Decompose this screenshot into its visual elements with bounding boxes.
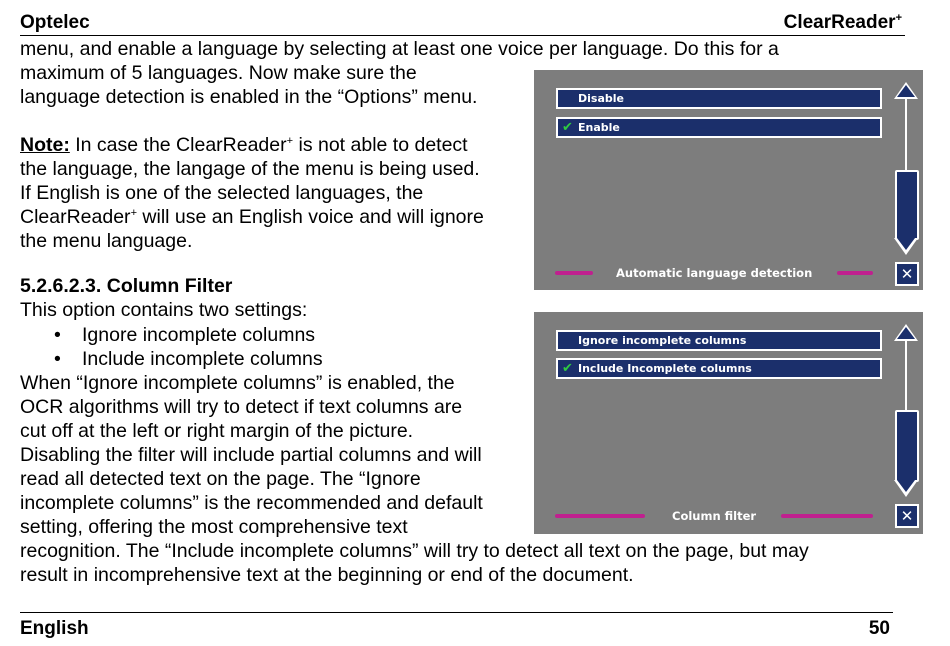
para-line-3: cut off at the left or right margin of the picture. (20, 420, 414, 442)
option-enable[interactable] (556, 117, 882, 138)
option-disable-label: Disable (578, 92, 624, 105)
product-name-text: ClearReader (783, 12, 896, 33)
scroll-thumb[interactable] (895, 170, 919, 240)
close-icon[interactable]: ✕ (895, 504, 919, 528)
note-text-1a: In case the ClearReader (69, 134, 287, 156)
screen-title: Column filter (672, 509, 757, 523)
para-line-6: incomplete columns” is the recommended and default (20, 492, 483, 514)
body-line-3: language detection is enabled in the “Options” menu. (20, 86, 478, 108)
checkmark-icon: ✔ (562, 120, 573, 135)
screen-title: Automatic language detection (616, 266, 813, 280)
bullet-dot-2: • (54, 348, 61, 370)
section-intro: This option contains two settings: (20, 299, 308, 321)
body-line-2: maximum of 5 languages. Now make sure the (20, 62, 417, 84)
note-line-1 (20, 133, 468, 157)
para-line-2: OCR algorithms will try to detect if text columns are (20, 396, 463, 418)
column-filter-screen (534, 312, 923, 534)
note-text-1b: is not able to detect (293, 134, 468, 156)
note-label: Note: (20, 134, 70, 156)
product-name (784, 12, 902, 34)
bullet-item-1: Ignore incomplete columns (82, 324, 316, 346)
page-header (20, 9, 905, 36)
bullet-item-2: Include incomplete columns (82, 348, 323, 370)
body-line-1: menu, and enable a language by selecting at least one voice per language. Do this for a (20, 38, 779, 60)
option-include-label: Include Incomplete columns (578, 362, 752, 375)
para-line-8: recognition. The “Include incomplete columns” will try to detect all text on the page, but may (20, 540, 809, 562)
note-text-4a: ClearReader (20, 206, 131, 228)
para-line-9: result in incomprehensive text at the beginning or end of the document. (20, 564, 634, 586)
note-line-2: the language, the langage of the menu is being used. (20, 158, 480, 180)
note-line-4 (20, 205, 484, 229)
note-sup-1: + (286, 135, 294, 147)
brand-name: Optelec (20, 12, 90, 33)
note-line-3: If English is one of the selected languages, the (20, 182, 424, 204)
page-number: 50 (868, 618, 890, 639)
note-text-4b: will use an English voice and will ignore (137, 206, 484, 228)
option-ignore-label: Ignore incomplete columns (578, 334, 747, 347)
scroll-down-arrow-icon[interactable] (894, 480, 918, 497)
option-disable[interactable] (556, 88, 882, 109)
scroll-up-arrow-icon[interactable] (894, 82, 918, 99)
footer-language: English (20, 618, 89, 639)
para-line-4: Disabling the filter will include partial columns and will (20, 444, 482, 466)
scroll-up-arrow-icon[interactable] (894, 324, 918, 341)
para-line-1: When “Ignore incomplete columns” is enabled, the (20, 372, 455, 394)
title-accent-right (781, 514, 873, 518)
title-accent-right (837, 271, 873, 275)
checkmark-icon: ✔ (562, 361, 573, 376)
page-footer (20, 612, 893, 639)
title-accent-left (555, 514, 645, 518)
para-line-7: setting, offering the most comprehensive text (20, 516, 408, 538)
option-include-incomplete[interactable] (556, 358, 882, 379)
note-sup-4: + (130, 207, 137, 219)
section-heading: 5.2.6.2.3. Column Filter (20, 275, 233, 297)
language-detection-screen (534, 70, 923, 290)
para-line-5: read all detected text on the page. The “Ignore (20, 468, 421, 490)
close-icon[interactable]: ✕ (895, 262, 919, 286)
product-sup: + (895, 12, 902, 24)
bullet-dot-1: • (54, 324, 61, 346)
option-enable-label: Enable (578, 121, 620, 134)
note-line-5: the menu language. (20, 230, 193, 252)
scroll-down-arrow-icon[interactable] (894, 238, 918, 255)
scroll-thumb[interactable] (895, 410, 919, 482)
title-accent-left (555, 271, 593, 275)
option-ignore-incomplete[interactable] (556, 330, 882, 351)
